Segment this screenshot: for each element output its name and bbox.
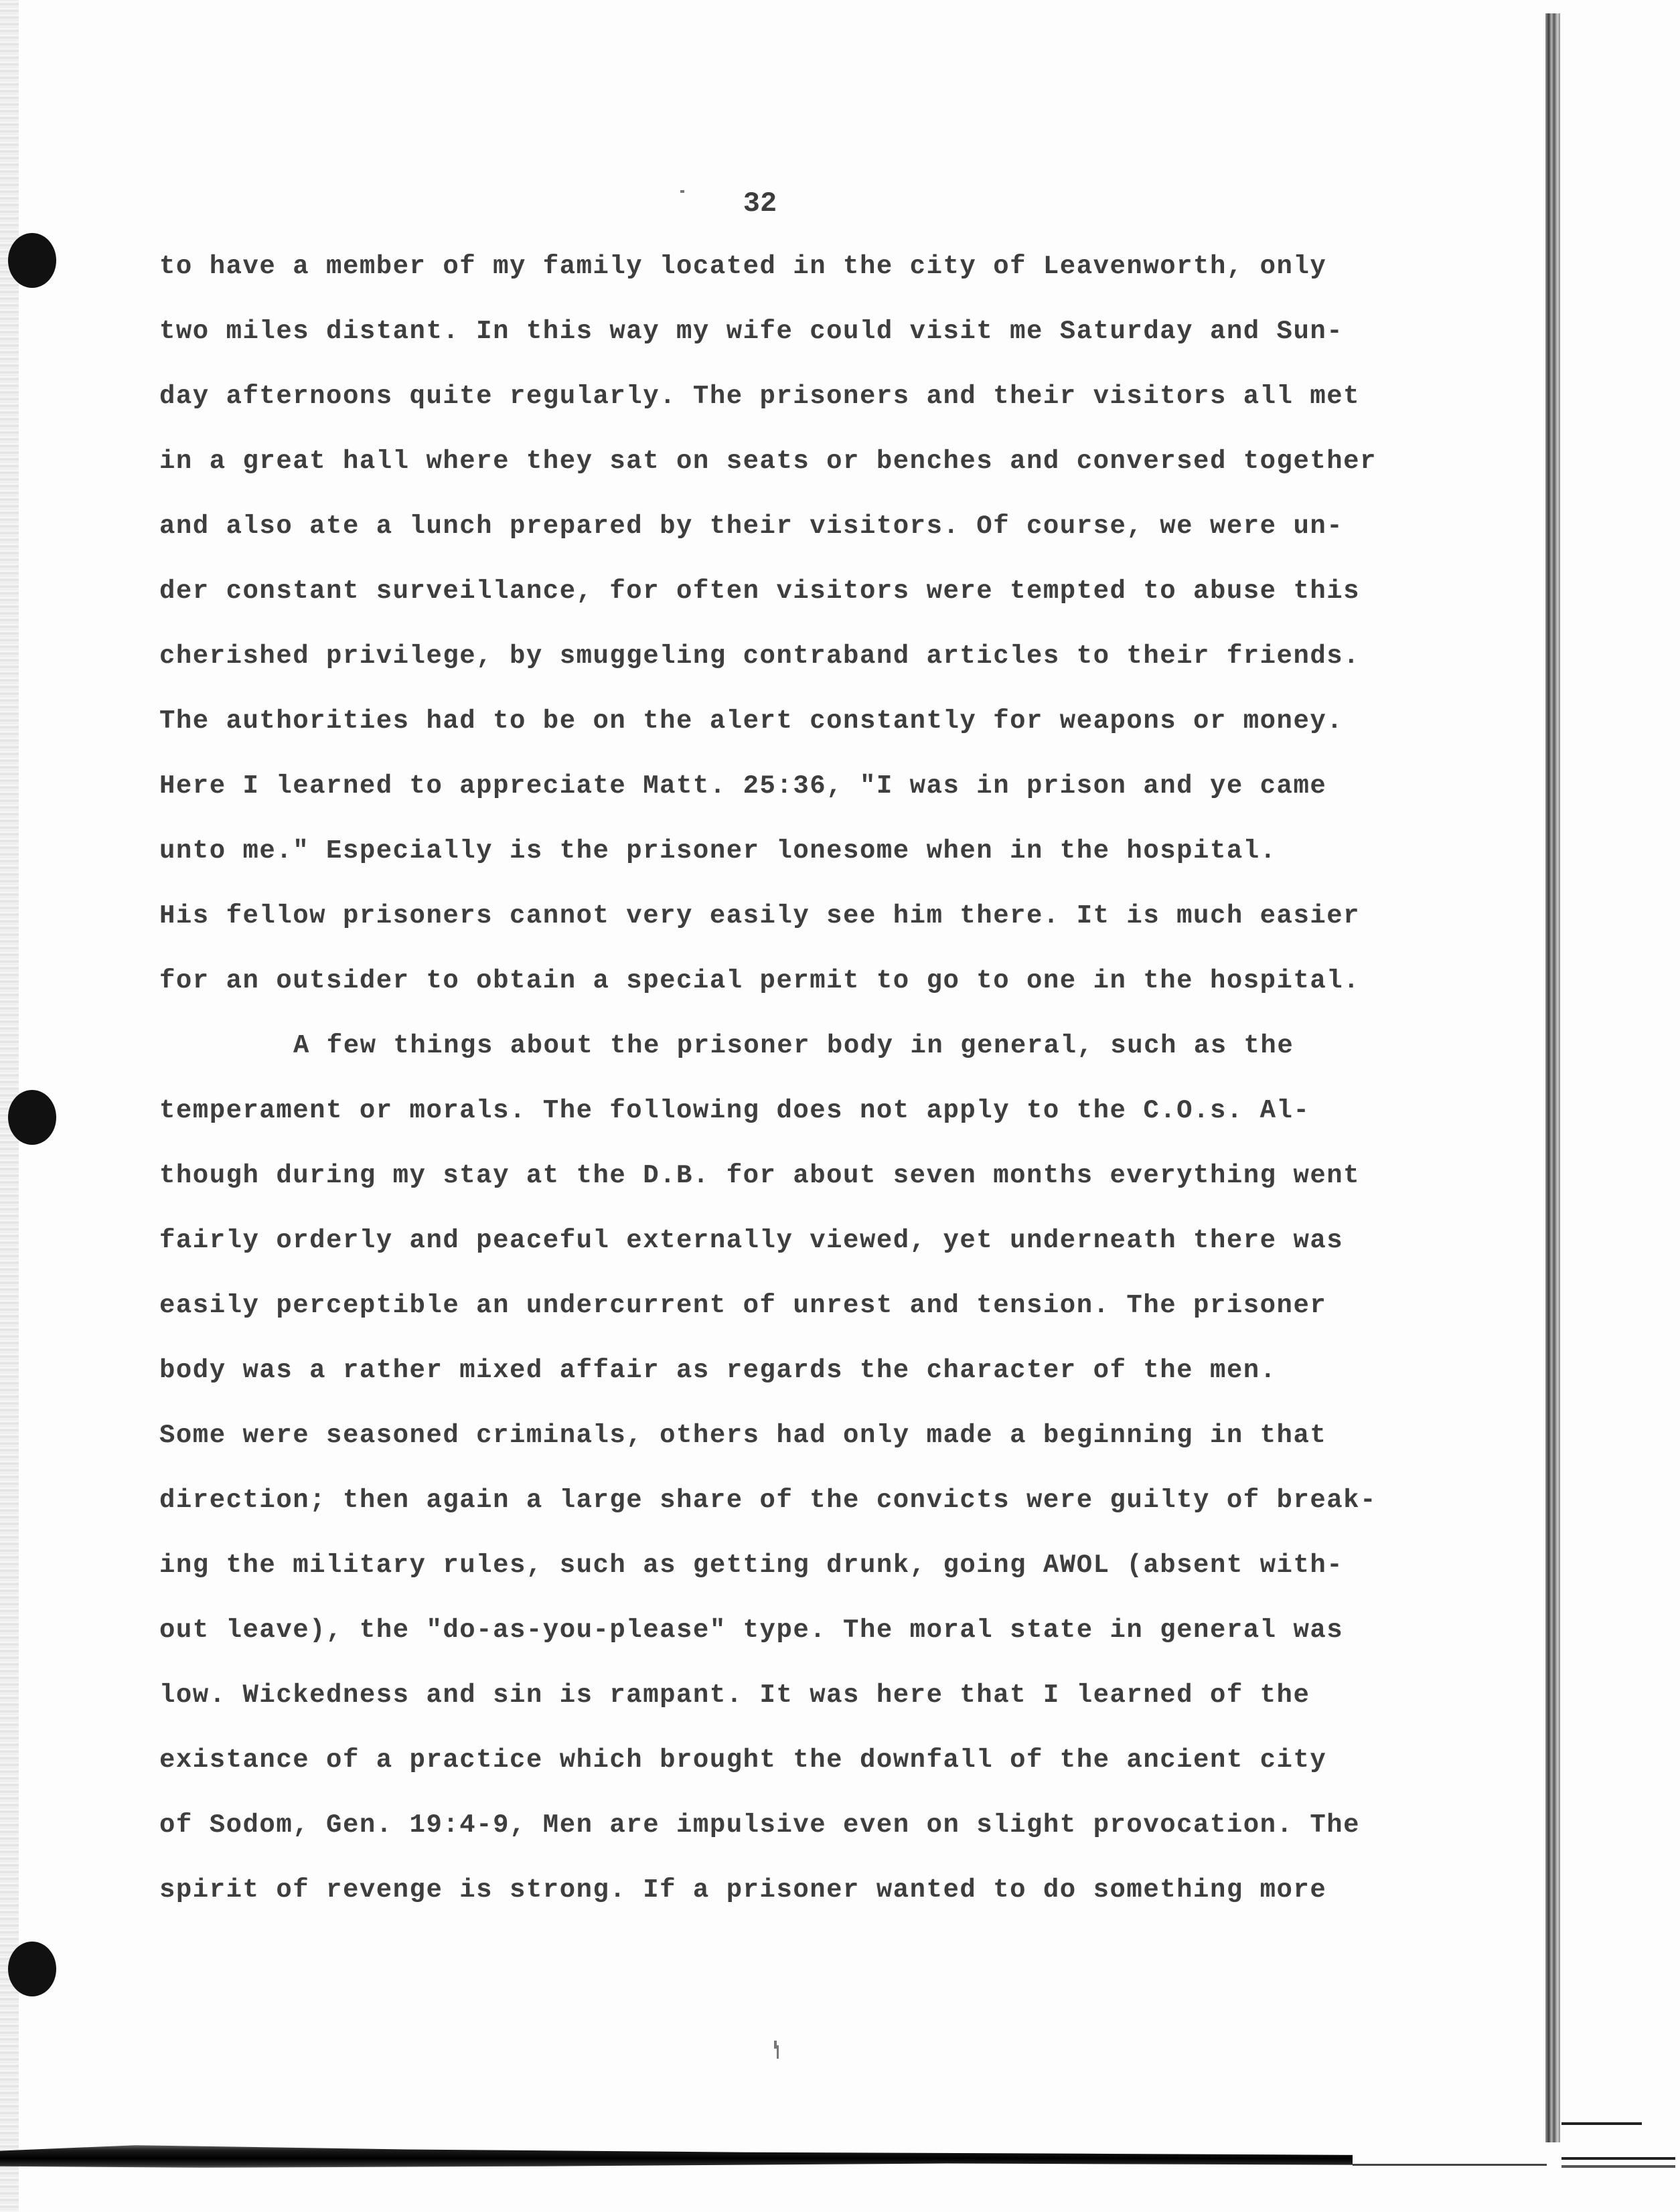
text-line: direction; then again a large share of the convicts were guilty of break- [159,1486,1377,1515]
punch-hole [8,1942,56,1996]
text-line: and also ate a lunch prepared by their visitors. Of course, we were un- [159,511,1344,541]
text-line: low. Wickedness and sin is rampant. It was here that I learned of the [159,1680,1310,1710]
text-line: existance of a practice which brought the downfall of the ancient city [159,1745,1327,1775]
text-line: easily perceptible an undercurrent of unrest and tension. The prisoner [159,1291,1327,1320]
body-text [159,246,1405,1935]
text-line: fairly orderly and peaceful externally viewed, yet underneath there was [159,1226,1344,1255]
text-line: The authorities had to be on the alert constantly for weapons or money. [159,706,1344,736]
scan-bottom-line [1353,2164,1547,2166]
binding-mark [1561,2122,1642,2125]
page-number: 32 [743,187,777,220]
text-line: two miles distant. In this way my wife could visit me Saturday and Sun- [159,317,1344,346]
text-line: out leave), the "do-as-you-please" type. The moral state in general was [159,1615,1344,1645]
scan-bottom-edge [0,2142,1353,2170]
text-line: der constant surveillance, for often visitors were tempted to abuse this [159,576,1361,606]
text-line: His fellow prisoners cannot very easily see him there. It is much easier [159,901,1361,931]
text-line: day afternoons quite regularly. The prisoners and their visitors all met [159,382,1361,411]
stray-mark [777,2045,779,2059]
text-line: unto me." Especially is the prisoner lonesome when in the hospital. [159,836,1277,866]
binding-edge [1545,13,1560,2142]
text-line: to have a member of my family located in the city of Leavenworth, only [159,252,1327,281]
text-line: ing the military rules, such as getting drunk, going AWOL (absent with- [159,1551,1344,1580]
stray-mark [680,190,684,193]
punch-hole [8,233,56,288]
text-line: A few things about the prisoner body in general, such as the [293,1031,1294,1060]
text-line: of Sodom, Gen. 19:4-9, Men are impulsive even on slight provocation. The [159,1810,1361,1840]
text-line: Some were seasoned criminals, others had only made a beginning in that [159,1421,1327,1450]
text-line: temperament or morals. The following does not apply to the C.O.s. Al- [159,1096,1310,1125]
text-line: body was a rather mixed affair as regards the character of the men. [159,1356,1277,1385]
text-line: spirit of revenge is strong. If a prisoner wanted to do something more [159,1875,1327,1905]
text-line: cherished privilege, by smuggeling contraband articles to their friends. [159,641,1361,671]
text-line: Here I learned to appreciate Matt. 25:36, "I was in prison and ye came [159,771,1327,801]
text-line: though during my stay at the D.B. for about seven months everything went [159,1161,1361,1190]
binding-mark [1561,2165,1675,2168]
punch-hole [8,1090,56,1145]
text-line: for an outsider to obtain a special permit to go to one in the hospital. [159,966,1361,996]
binding-mark [1561,2157,1675,2160]
text-line: in a great hall where they sat on seats or benches and conversed together [159,447,1377,476]
